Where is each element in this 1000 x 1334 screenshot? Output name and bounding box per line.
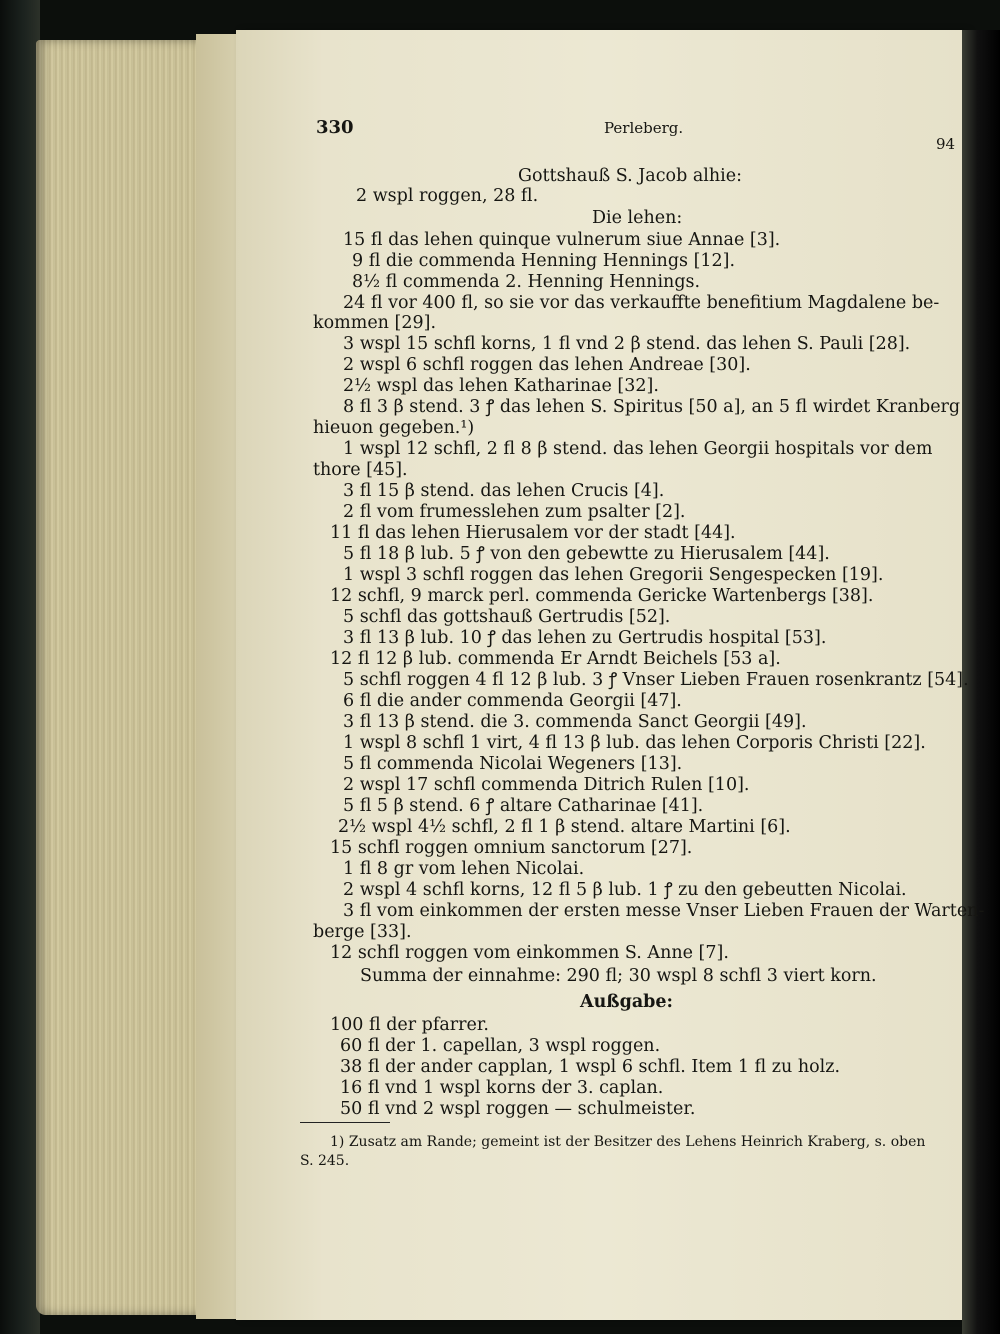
text-line: 1 fl 8 gr vom lehen Nicolai. — [343, 859, 585, 879]
text-line: 5 fl 5 β stend. 6 ꝭ altare Catharinae [41]. — [343, 796, 704, 816]
text-line: kommen [29]. — [313, 313, 437, 333]
text-line: 24 fl vor 400 fl, so sie vor das verkauffte benefitium Magdalene be- — [343, 293, 940, 313]
text-line: 3 fl vom einkommen der ersten messe Vnser Lieben Frauen der Warten- — [343, 901, 985, 921]
text-line: 5 fl 18 β lub. 5 ꝭ von den gebewtte zu Hierusalem [44]. — [343, 544, 830, 564]
text-line: 16 fl vnd 1 wspl korns der 3. caplan. — [340, 1078, 664, 1098]
text-line: 8½ fl commenda 2. Henning Hennings. — [352, 272, 701, 292]
summa-line: Summa der einnahme: 290 fl; 30 wspl 8 schfl 3 viert korn. — [360, 966, 877, 986]
text-line: 2 wspl 17 schfl commenda Ditrich Rulen [10]. — [343, 775, 750, 795]
subheading: Die lehen: — [592, 208, 683, 228]
margin-number: 94 — [936, 135, 956, 153]
text-line: 2½ wspl 4½ schfl, 2 fl 1 β stend. altare Martini [6]. — [338, 817, 791, 837]
text-line: 2½ wspl das lehen Katharinae [32]. — [343, 376, 659, 396]
book-cover — [0, 0, 40, 1334]
text-line: 100 fl der pfarrer. — [330, 1015, 489, 1035]
text-line: 1 wspl 8 schfl 1 virt, 4 fl 13 β lub. das lehen Corporis Christi [22]. — [343, 733, 926, 753]
text-line: 12 schfl roggen vom einkommen S. Anne [7]. — [330, 943, 729, 963]
text-line: 2 fl vom frumesslehen zum psalter [2]. — [343, 502, 686, 522]
page-number: 330 — [316, 117, 354, 138]
text-line: 60 fl der 1. capellan, 3 wspl roggen. — [340, 1036, 661, 1056]
text-line: 9 fl die commenda Henning Hennings [12]. — [352, 251, 736, 271]
footnote-line: S. 245. — [300, 1153, 350, 1169]
text-line: 2 wspl 4 schfl korns, 12 fl 5 β lub. 1 ꝭ zu den gebeutten Nicolai. — [343, 880, 907, 900]
text-line: berge [33]. — [313, 922, 412, 942]
text-line: 5 schfl das gottshauß Gertrudis [52]. — [343, 607, 671, 627]
text-line: 5 schfl roggen 4 fl 12 β lub. 3 ꝭ Vnser Lieben Frauen rosenkrantz [54]. — [343, 670, 969, 690]
text-line: 5 fl commenda Nicolai Wegeners [13]. — [343, 754, 683, 774]
text-line: 1 wspl 12 schfl, 2 fl 8 β stend. das lehen Georgii hospitals vor dem — [343, 439, 933, 459]
text-line: 2 wspl 6 schfl roggen das lehen Andreae [30]. — [343, 355, 751, 375]
text-line: 8 fl 3 β stend. 3 ꝭ das lehen S. Spiritus [50 a], an 5 fl wirdet Kranberg — [343, 397, 961, 417]
page-edges — [36, 40, 206, 1315]
text-line: 15 fl das lehen quinque vulnerum siue Annae [3]. — [343, 230, 781, 250]
text-line: 12 schfl, 9 marck perl. commenda Gericke Wartenbergs [38]. — [330, 586, 874, 606]
text-line: 3 wspl 15 schfl korns, 1 fl vnd 2 β stend. das lehen S. Pauli [28]. — [343, 334, 911, 354]
text-line: 50 fl vnd 2 wspl roggen — schulmeister. — [340, 1099, 696, 1119]
footnote-rule — [300, 1122, 390, 1123]
text-line: 11 fl das lehen Hierusalem vor der stadt [44]. — [330, 523, 736, 543]
text-line: 1 wspl 3 schfl roggen das lehen Gregorii Sengespecken [19]. — [343, 565, 884, 585]
text-line: 12 fl 12 β lub. commenda Er Arndt Beichels [53 a]. — [330, 649, 781, 669]
text-line: hieuon gegeben.¹) — [313, 418, 475, 438]
text-line: thore [45]. — [313, 460, 408, 480]
text-line: 38 fl der ander capplan, 1 wspl 6 schfl. Item 1 fl zu holz. — [340, 1057, 841, 1077]
text-line: 3 fl 13 β stend. die 3. commenda Sanct Georgii [49]. — [343, 712, 807, 732]
footnote-line: 1) Zusatz am Rande; gemeint ist der Besitzer des Lehens Heinrich Kraberg, s. oben — [330, 1134, 926, 1150]
text-line: 3 fl 13 β lub. 10 ꝭ das lehen zu Gertrudis hospital [53]. — [343, 628, 827, 648]
text-line: 2 wspl roggen, 28 fl. — [356, 186, 539, 206]
text-line: 6 fl die ander commenda Georgii [47]. — [343, 691, 682, 711]
text-line: 15 schfl roggen omnium sanctorum [27]. — [330, 838, 693, 858]
text-line: 3 fl 15 β stend. das lehen Crucis [4]. — [343, 481, 665, 501]
ausgabe-heading: Außgabe: — [580, 992, 674, 1012]
running-title: Perleberg. — [604, 119, 684, 137]
section-heading: Gottshauß S. Jacob alhie: — [518, 166, 742, 186]
